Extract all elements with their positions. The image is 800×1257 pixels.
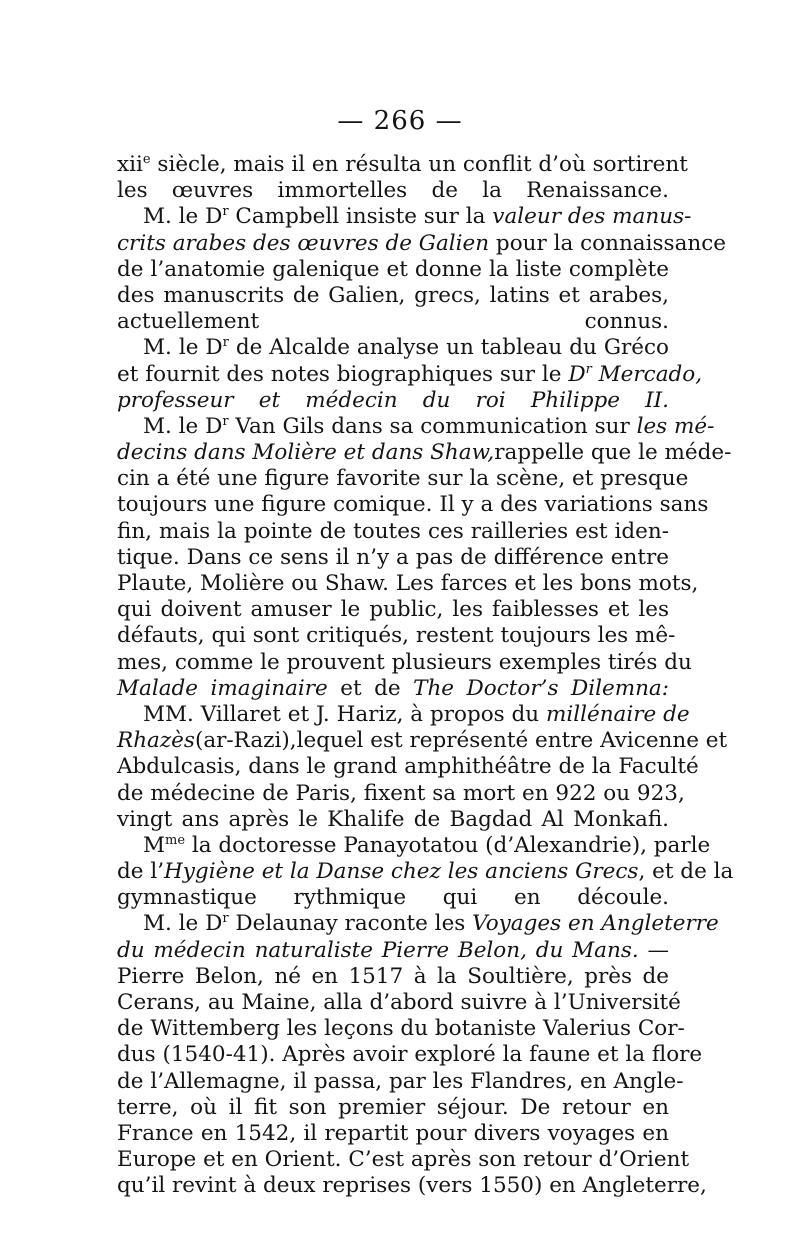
text-line <box>117 832 711 859</box>
text-segment: (ar-Razi),lequel est représenté entre Avicenne et <box>194 728 728 754</box>
text-line <box>117 361 703 388</box>
text-line <box>117 701 690 728</box>
italic-text-segment: The Doctor’s Dilemna: <box>413 675 669 701</box>
text-segment: la doctoresse Panayotatou (d’Alexandrie), parle <box>185 832 711 858</box>
text-segment: Campbell insiste sur la <box>228 204 493 230</box>
italic-text-segment: Mercado, <box>591 361 703 387</box>
italic-text-segment: Malade imaginaire <box>117 675 328 701</box>
italic-text-segment: valeur des manus- <box>492 204 692 230</box>
italic-text-segment: crits arabes des œuvres de Galien <box>117 230 490 256</box>
italic-text-segment: Rhazès <box>117 728 195 754</box>
text-line <box>117 1173 707 1199</box>
text-segment: et fournit des notes biographiques sur le <box>117 361 569 387</box>
text-segment: vingt ans après le Khalife de Bagdad Al Monkafi. <box>117 806 669 832</box>
text-line <box>117 1068 684 1095</box>
text-line <box>117 283 669 309</box>
text-line <box>117 413 715 440</box>
text-segment: de médecine de Paris, fixent sa mort en 922 ou 923, <box>117 780 685 806</box>
text-segment: M. le D <box>143 335 223 361</box>
text-segment: mes, comme le prouvent plusieurs exemples tirés du <box>117 649 692 675</box>
superscript-text: r <box>585 361 592 377</box>
text-line <box>117 230 726 257</box>
text-segment: les œuvres immortelles de la Renaissance. <box>117 178 669 204</box>
text-line <box>117 807 669 833</box>
text-segment: xii <box>117 152 143 177</box>
text-segment: Pierre Belon, né en 1517 à la Soultière, près de <box>117 963 669 989</box>
text-line <box>117 1121 669 1147</box>
text-segment: qu’il revint à deux reprises (vers 1550) en Angleterre, <box>117 1173 707 1199</box>
text-segment: des manuscrits de Galien, grecs, latins et arabes, <box>117 282 669 308</box>
superscript-text: r <box>222 204 229 220</box>
text-line <box>117 178 669 204</box>
text-segment: M. le D <box>143 204 223 230</box>
text-line <box>117 623 676 649</box>
text-segment: cin a été une figure favorite sur la scène, et presque <box>117 466 689 492</box>
text-line <box>117 204 692 230</box>
text-segment: , et de la <box>638 859 734 885</box>
text-segment: de Wittemberg les leçons du botaniste Valerius Cor- <box>117 1016 685 1042</box>
text-line <box>117 335 669 361</box>
text-segment: terre, où il fit son premier séjour. De retour en <box>117 1094 669 1120</box>
text-segment: gymnastique rythmique qui en découle. <box>117 885 669 911</box>
text-segment: MM. Villaret et J. Hariz, à propos du <box>143 701 546 727</box>
text-line <box>117 388 669 414</box>
text-line <box>117 649 692 676</box>
text-line <box>117 597 669 623</box>
text-segment: pour la connaissance <box>489 230 726 256</box>
superscript-text: r <box>222 335 229 351</box>
text-line <box>117 545 669 571</box>
text-line <box>117 492 709 518</box>
text-line <box>117 938 669 964</box>
superscript-text: r <box>222 413 229 429</box>
text-segment: de l’anatomie galenique et donne la liste complète <box>117 256 669 282</box>
text-line <box>117 1016 685 1042</box>
text-line <box>117 519 669 545</box>
text-segment: Cerans, au Maine, alla d’abord suivre à l’Université <box>117 990 681 1015</box>
text-segment: France en 1542, il repartit pour divers voyages en <box>117 1120 669 1146</box>
text-segment: qui doivent amuser le public, les faiblesses et les <box>117 597 669 623</box>
text-segment: M <box>143 832 166 858</box>
text-line <box>117 152 688 178</box>
text-line <box>117 571 699 597</box>
text-segment: de l’ <box>117 859 165 885</box>
superscript-text: me <box>165 832 186 848</box>
text-segment: actuellement connus. <box>117 309 669 335</box>
italic-text-segment: Voyages en Angleterre <box>472 911 719 937</box>
body-text <box>117 152 734 1200</box>
italic-text-segment: millénaire de <box>545 701 690 727</box>
text-line <box>117 990 681 1016</box>
superscript-text: r <box>222 911 229 927</box>
superscript-text: e <box>142 152 151 167</box>
text-segment: Plaute, Molière ou Shaw. Les farces et les bons mots, <box>117 571 699 596</box>
italic-text-segment: decins dans Molière et dans Shaw, <box>117 440 495 466</box>
text-segment: Van Gils dans sa communication sur <box>228 413 637 439</box>
text-line <box>117 440 732 466</box>
text-segment: M. le D <box>143 413 223 439</box>
italic-text-segment: du médecin naturaliste Pierre Belon, du Mans. <box>117 937 639 963</box>
text-segment: Europe et en Orient. C’est après son retour d’Orient <box>117 1147 690 1173</box>
text-segment: rappelle que le méde- <box>494 440 732 466</box>
text-segment: défauts, qui sont critiqués, restent toujours les mê- <box>117 623 676 649</box>
text-line <box>117 676 669 702</box>
text-line <box>117 780 685 807</box>
text-line <box>117 1147 690 1173</box>
text-line <box>117 1095 669 1121</box>
text-segment: dus (1540-41). Après avoir exploré la faune et la flore <box>117 1042 703 1068</box>
text-segment: siècle, mais il en résulta un conflit d’où sortirent <box>150 152 688 177</box>
italic-text-segment: Hygiène et la Danse chez les anciens Grecs <box>164 859 639 885</box>
text-line <box>117 859 734 885</box>
text-line <box>117 257 669 283</box>
text-line <box>117 466 689 492</box>
text-segment: Abdulcasis, dans le grand amphithéâtre de la Faculté <box>117 754 699 780</box>
text-segment: et de <box>327 675 414 701</box>
text-line <box>117 1042 703 1068</box>
text-line <box>117 964 669 990</box>
text-segment: tique. Dans ce sens il n’y a pas de différence entre <box>117 544 669 570</box>
italic-text-segment: professeur et médecin du roi Philippe II. <box>117 387 669 413</box>
text-line <box>117 728 728 754</box>
text-segment: toujours une figure comique. Il y a des variations sans <box>117 492 709 518</box>
text-segment: Delaunay raconte les <box>228 911 473 937</box>
text-segment: — <box>638 937 669 963</box>
text-segment: fin, mais la pointe de toutes ces railleries est iden- <box>117 518 669 544</box>
text-segment: de Alcalde analyse un tableau du Gréco <box>228 335 669 361</box>
text-segment: M. le D <box>143 911 223 937</box>
text-line <box>117 885 669 911</box>
text-line <box>117 911 719 937</box>
text-line <box>117 309 669 335</box>
text-segment: de l’Allemagne, il passa, par les Flandres, en Angle- <box>117 1068 684 1094</box>
italic-text-segment: D <box>568 361 586 387</box>
page-number: — 266 — <box>337 106 463 136</box>
italic-text-segment: les mé- <box>636 413 715 439</box>
text-line <box>117 754 699 780</box>
